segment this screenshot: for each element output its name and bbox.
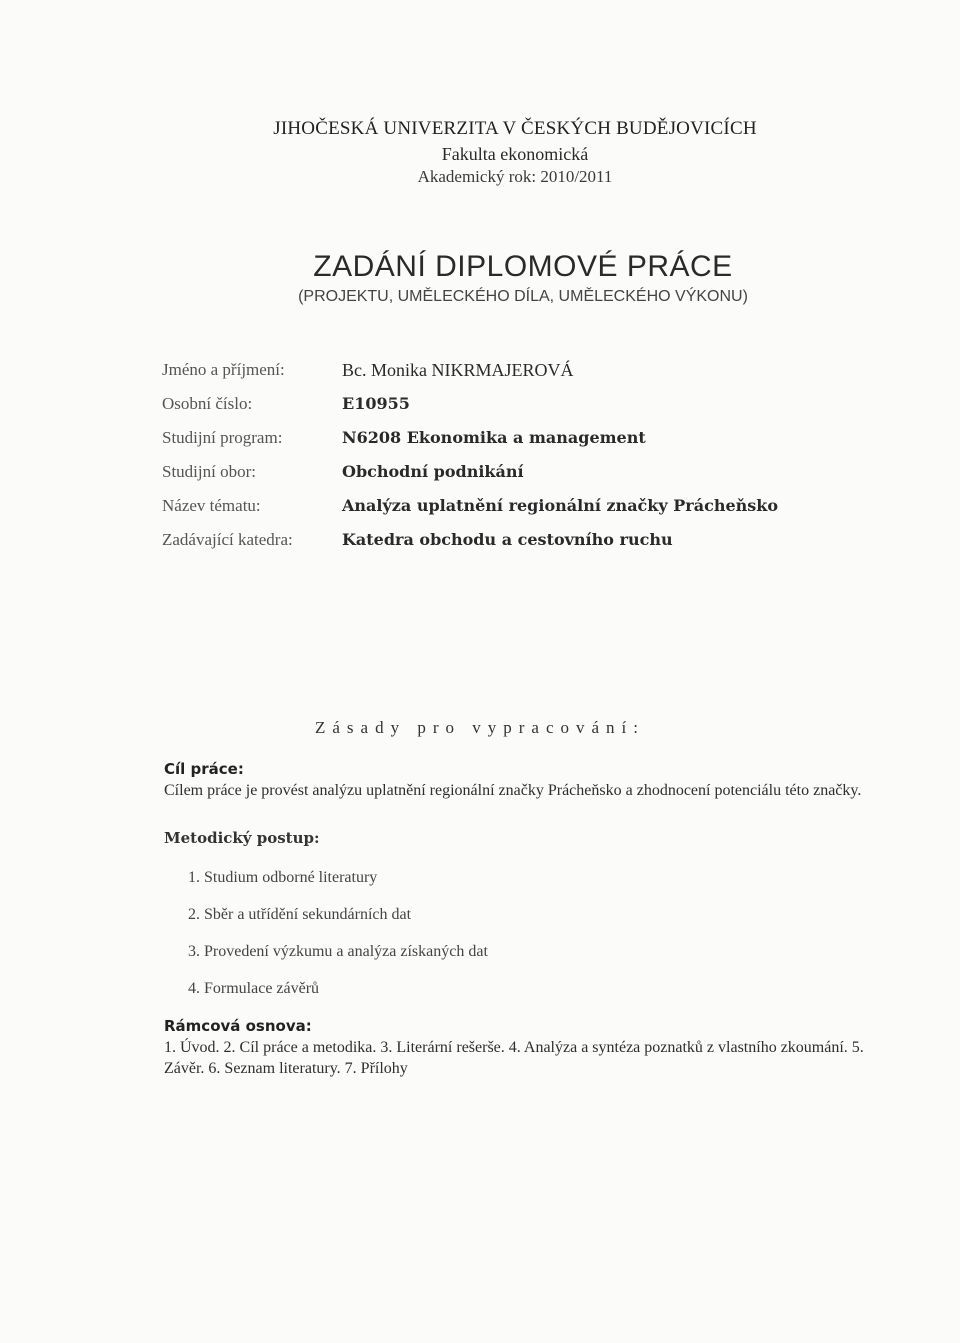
info-row-department <box>162 528 882 562</box>
info-label: Osobní číslo: <box>162 394 253 413</box>
title-subtitle: (PROJEKTU, UMĚLECKÉHO DÍLA, UMĚLECKÉHO VÝKONU) <box>298 288 748 305</box>
info-label: Studijní obor: <box>162 462 256 481</box>
list-item: 1. Studium odborné literatury <box>188 869 378 886</box>
info-value: Katedra obchodu a cestovního ruchu <box>342 530 673 549</box>
outline-text: 1. Úvod. 2. Cíl práce a metodika. 3. Literární rešerše. 4. Analýza a syntéza poznatků z vlastního zkoumání. 5. Závěr. 6. Seznam literatury. 7. Přílohy <box>164 1039 864 1077</box>
info-value: E10955 <box>342 394 410 413</box>
info-row-id <box>162 392 882 426</box>
info-value: Obchodní podnikání <box>342 462 524 481</box>
faculty-name: Fakulta ekonomická <box>441 144 589 164</box>
list-item: 2. Sběr a utřídění sekundárních dat <box>188 906 412 923</box>
info-row-field <box>162 460 882 494</box>
info-label: Název tématu: <box>162 496 261 515</box>
goal-text: Cílem práce je provést analýzu uplatnění regionální značky Prácheňsko a zhodnocení potenciálu této značky. <box>164 782 862 799</box>
student-info <box>162 358 882 562</box>
method-heading: Metodický postup: <box>164 829 320 847</box>
info-label: Jméno a příjmení: <box>162 360 285 379</box>
goal-heading: Cíl práce: <box>164 760 244 778</box>
method-steps <box>188 859 884 1007</box>
info-label: Studijní program: <box>162 428 283 447</box>
info-row-topic <box>162 494 882 528</box>
outline-heading: Rámcová osnova: <box>164 1017 312 1035</box>
info-label: Zadávající katedra: <box>162 530 293 549</box>
title-main: ZADÁNÍ DIPLOMOVÉ PRÁCE <box>313 250 733 283</box>
document-title <box>0 248 960 308</box>
principles-heading: Zásady pro vypracování: <box>315 718 645 737</box>
list-item: 3. Provedení výzkumu a analýza získaných dat <box>188 943 488 960</box>
list-item: 4. Formulace závěrů <box>188 980 320 997</box>
info-row-program <box>162 426 882 460</box>
info-value: Analýza uplatnění regionální značky Prácheňsko <box>342 496 779 515</box>
info-value: N6208 Ekonomika a management <box>342 428 646 447</box>
header <box>0 116 960 188</box>
assignment-body <box>164 758 884 1079</box>
info-value: Bc. Monika NIKRMAJEROVÁ <box>342 360 574 380</box>
academic-year: Akademický rok: 2010/2011 <box>417 167 613 186</box>
info-row-name <box>162 358 882 392</box>
university-name: JIHOČESKÁ UNIVERZITA V ČESKÝCH BUDĚJOVICÍCH <box>273 118 757 139</box>
